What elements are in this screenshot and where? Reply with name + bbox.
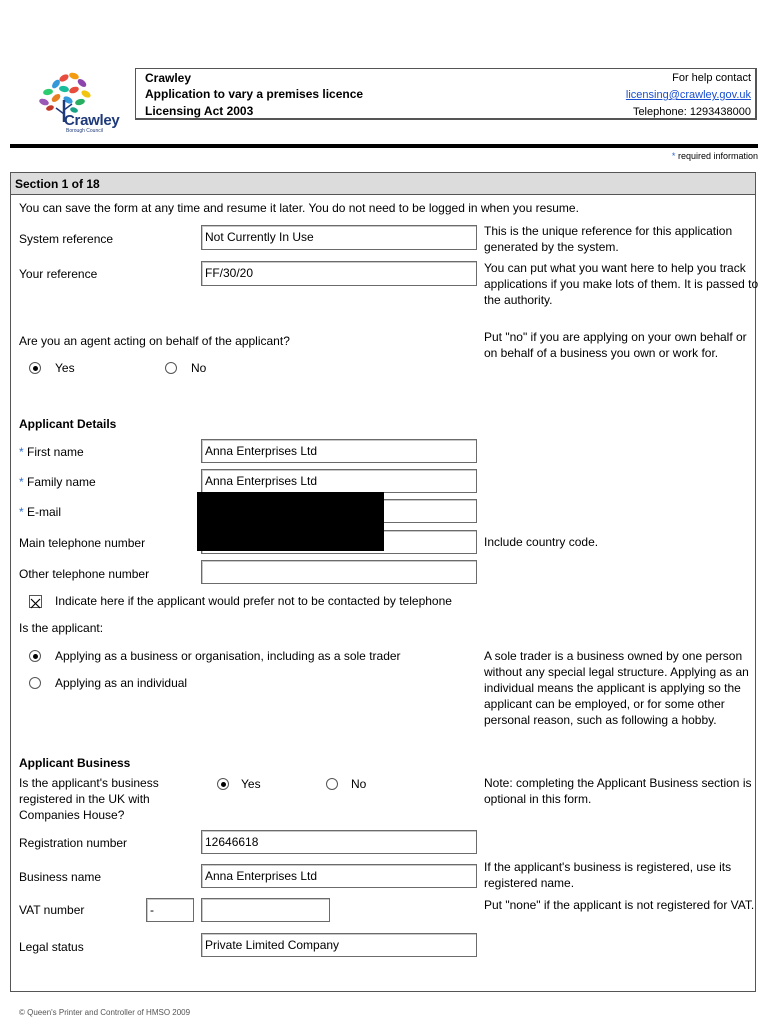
business-name-field[interactable]: Anna Enterprises Ltd xyxy=(201,864,477,888)
logo-subtext: Borough Council xyxy=(66,128,103,134)
email-label xyxy=(19,504,61,520)
required-marker: * xyxy=(19,505,24,519)
business-name-help: If the applicant's business is registered, use its registered name. xyxy=(484,860,732,890)
vat-number-field[interactable] xyxy=(201,898,330,922)
registered-no-label: No xyxy=(351,777,367,791)
registered-no-radio[interactable] xyxy=(326,778,338,790)
agent-help: Put "no" if you are applying on your own behalf or on behalf of a business you own or work for. xyxy=(484,330,747,360)
crawley-logo xyxy=(34,70,124,136)
vat-prefix-field[interactable]: - xyxy=(146,898,194,922)
required-marker: * xyxy=(19,445,24,459)
section-intro: You can save the form at any time and resume it later. You do not need to be logged in when you resume. xyxy=(19,201,579,215)
your-reference-help: You can put what you want here to help you track applications if you make lots of them. It is passed to the authority. xyxy=(484,261,759,307)
applicant-individual-label: Applying as an individual xyxy=(55,676,188,690)
registered-question: Is the applicant's business registered in the UK with Companies House? xyxy=(19,776,159,822)
main-phone-help: Include country code. xyxy=(484,535,599,549)
agent-question: Are you an agent acting on behalf of the applicant? xyxy=(19,334,290,348)
applicant-business-radio[interactable] xyxy=(29,650,41,662)
help-contact-label: For help contact xyxy=(672,72,751,84)
email-label-text: E-mail xyxy=(27,505,62,519)
header-title: Application to vary a premises licence xyxy=(145,87,364,101)
required-star: * xyxy=(671,151,676,161)
family-name-field[interactable]: Anna Enterprises Ltd xyxy=(201,469,477,493)
agent-yes-radio[interactable] xyxy=(29,362,41,374)
applicant-details-heading: Applicant Details xyxy=(19,417,117,431)
vat-number-label: VAT number xyxy=(19,903,85,917)
form-header-box xyxy=(135,68,757,120)
logo-wordmark: Crawley xyxy=(64,112,120,129)
copyright-footer: © Queen's Printer and Controller of HMSO 2009 xyxy=(19,1008,191,1017)
system-reference-help: This is the unique reference for this application generated by the system. xyxy=(484,224,733,254)
first-name-label xyxy=(19,444,84,460)
required-note-text: required information xyxy=(677,151,758,161)
header-org: Crawley xyxy=(145,71,192,85)
agent-yes-label: Yes xyxy=(55,361,75,375)
registered-help: Note: completing the Applicant Business section is optional in this form. xyxy=(484,776,752,806)
no-phone-checkbox[interactable] xyxy=(29,595,42,608)
family-name-label xyxy=(19,474,96,490)
reg-number-label: Registration number xyxy=(19,836,128,850)
agent-no-radio[interactable] xyxy=(165,362,177,374)
header-divider xyxy=(10,144,758,148)
help-email-link[interactable]: licensing@crawley.gov.uk xyxy=(625,89,751,101)
required-info-note xyxy=(672,151,758,162)
agent-no-label: No xyxy=(191,361,207,375)
main-phone-label: Main telephone number xyxy=(19,536,146,550)
applicant-type-help: A sole trader is a business owned by one person without any special legal structure. Applying as an individual means the applicant is applying so the applicant can be employed, or for some other personal reason, such as following a hobby. xyxy=(484,649,749,727)
first-name-label-text: First name xyxy=(27,445,84,459)
applicant-is-label: Is the applicant: xyxy=(19,621,104,635)
vat-help: Put "none" if the applicant is not registered for VAT. xyxy=(484,898,755,912)
applicant-individual-radio[interactable] xyxy=(29,677,41,689)
registered-yes-label: Yes xyxy=(241,777,261,791)
system-reference-label: System reference xyxy=(19,232,114,246)
legal-status-field[interactable]: Private Limited Company xyxy=(201,933,477,957)
your-reference-field[interactable]: FF/30/20 xyxy=(201,261,477,286)
check-x-icon xyxy=(30,598,41,609)
your-reference-label: Your reference xyxy=(19,267,98,281)
required-marker: * xyxy=(19,475,24,489)
other-phone-label: Other telephone number xyxy=(19,567,150,581)
business-name-label: Business name xyxy=(19,870,102,884)
header-act: Licensing Act 2003 xyxy=(145,104,254,118)
section-title: Section 1 of 18 xyxy=(15,177,100,191)
redaction-block xyxy=(197,492,384,551)
no-phone-checkbox-label: Indicate here if the applicant would prefer not to be contacted by telephone xyxy=(55,594,452,608)
system-reference-field[interactable]: Not Currently In Use xyxy=(201,225,477,250)
other-phone-field[interactable] xyxy=(201,560,477,584)
first-name-field[interactable]: Anna Enterprises Ltd xyxy=(201,439,477,463)
reg-number-field[interactable]: 12646618 xyxy=(201,830,477,854)
registered-yes-radio[interactable] xyxy=(217,778,229,790)
family-name-label-text: Family name xyxy=(27,475,96,489)
legal-status-label: Legal status xyxy=(19,940,84,954)
applicant-business-heading: Applicant Business xyxy=(19,756,131,770)
help-telephone: Telephone: 1293438000 xyxy=(632,106,751,118)
applicant-business-label: Applying as a business or organisation, including as a sole trader xyxy=(55,649,401,663)
section-header-bar xyxy=(10,172,756,195)
